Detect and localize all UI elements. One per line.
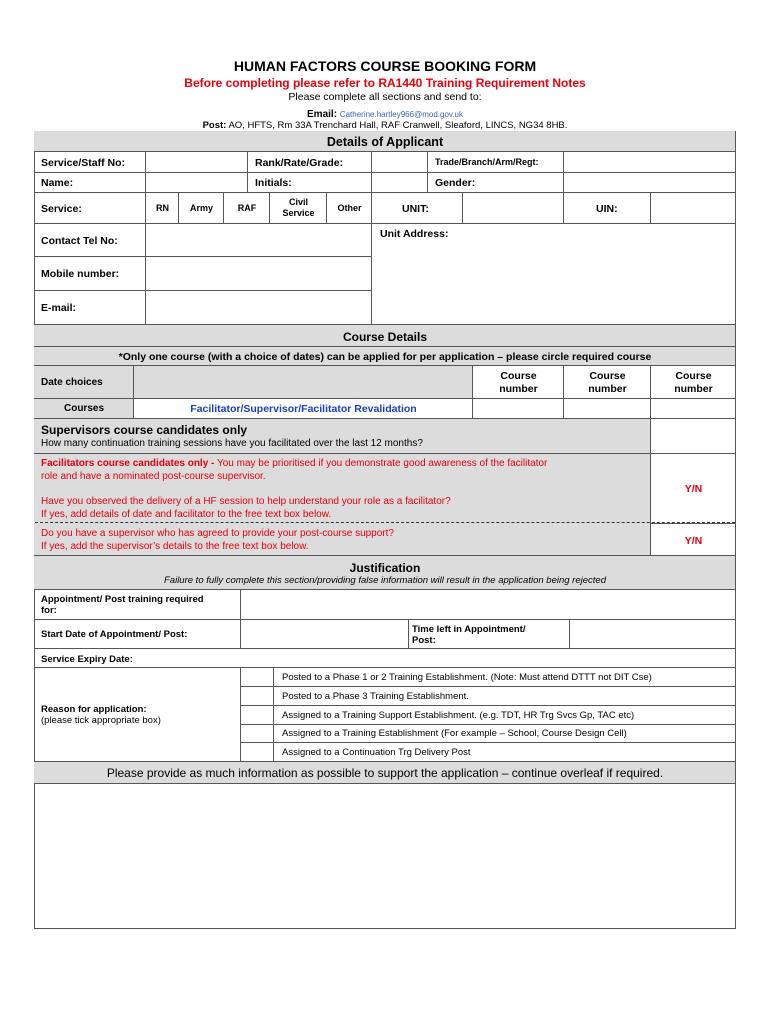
reason-option-2: Posted to a Phase 3 Training Establishment. <box>282 691 469 702</box>
service-expiry-label: Service Expiry Date: <box>41 654 133 665</box>
service-expiry-field[interactable] <box>34 649 736 668</box>
service-rn-label: RN <box>156 203 169 213</box>
rank-rate-grade-label: Rank/Rate/Grade: <box>255 157 344 169</box>
service-army-label: Army <box>189 203 213 213</box>
time-left-label-2: Post: <box>412 635 436 646</box>
free-text-prompt: Please provide as much information as possible to support the application – continue overleaf if required. <box>106 766 664 780</box>
email-line <box>0 109 770 120</box>
course-select-2[interactable] <box>564 399 651 419</box>
unit-label: UNIT: <box>402 203 429 215</box>
course-number-3-label-a: Course <box>675 370 712 382</box>
service-civil-label-2: Service <box>282 208 315 218</box>
supervisors-question: How many continuation training sessions have you facilitated over the last 12 months? <box>41 438 423 449</box>
service-raf-label: RAF <box>237 203 257 213</box>
date-choices-label: Date choices <box>41 377 103 388</box>
form-instruction: Please complete all sections and send to: <box>288 91 482 103</box>
courses-value: Facilitator/Supervisor/Facilitator Revalidation <box>190 403 417 415</box>
courses-label: Courses <box>63 403 104 414</box>
justification-title: Justification <box>349 561 421 575</box>
email-input-field[interactable] <box>146 291 372 325</box>
name-field[interactable] <box>146 173 248 193</box>
post-line <box>0 120 770 131</box>
name-label: Name: <box>41 177 74 189</box>
reason-checkbox-1[interactable] <box>241 668 274 687</box>
service-civil-label-1: Civil <box>288 197 308 207</box>
reason-checkbox-2[interactable] <box>241 687 274 706</box>
course-select-1[interactable] <box>473 399 564 419</box>
reason-sub-label: (please tick appropriate box) <box>41 715 161 726</box>
reason-option-4: Assigned to a Training Establishment (For example – School, Course Design Cell) <box>282 728 627 739</box>
date-choices-field[interactable] <box>134 366 473 399</box>
post-label: Post: <box>202 120 227 131</box>
uin-field[interactable] <box>651 193 736 224</box>
course-number-2-label-a: Course <box>589 370 626 382</box>
appointment-label-2: for: <box>41 605 57 616</box>
unit-address-label: Unit Address: <box>380 228 449 240</box>
course-number-2-label-b: number <box>588 383 627 395</box>
service-label: Service: <box>41 203 82 215</box>
mobile-field[interactable] <box>146 257 372 291</box>
uin-label: UIN: <box>596 203 618 215</box>
service-other-label: Other <box>337 203 362 213</box>
start-date-label: Start Date of Appointment/ Post: <box>41 629 188 640</box>
facilitators-title: Facilitators course candidates only - <box>41 458 215 469</box>
unit-field[interactable] <box>463 193 564 224</box>
supervisors-title: Supervisors course candidates only <box>41 423 248 437</box>
email-label: Email: <box>307 109 338 120</box>
course-number-1-label-a: Course <box>500 370 537 382</box>
reason-option-3: Assigned to a Training Support Establishment. (e.g. TDT, HR Trg Svcs Gp, TAC etc) <box>282 710 635 721</box>
facilitators-q2: If yes, add details of date and facilitator to the free text box below. <box>41 509 332 520</box>
gender-field[interactable] <box>564 173 736 193</box>
post-address: AO, HFTS, Rm 33A Trenchard Hall, RAF Cranwell, Sleaford, LINCS, NG34 8HB. <box>228 120 568 131</box>
reason-checkbox-3[interactable] <box>241 706 274 725</box>
supervisor-q2: If yes, add the supervisor’s details to the free text box below. <box>41 541 309 552</box>
supervisor-q1: Do you have a supervisor who has agreed to provide your post-course support? <box>41 528 394 539</box>
course-select-3[interactable] <box>651 399 736 419</box>
time-left-label-1: Time left in Appointment/ <box>412 624 526 635</box>
reason-option-1: Posted to a Phase 1 or 2 Training Establishment. (Note: Must attend DTTT not DIT Cse) <box>282 672 652 683</box>
mobile-label: Mobile number: <box>41 268 120 280</box>
trade-branch-field[interactable] <box>564 152 736 173</box>
service-staff-no-field[interactable] <box>146 152 248 173</box>
yn-label-2: Y/N <box>684 535 703 547</box>
applicant-section-title: Details of Applicant <box>326 135 444 149</box>
course-number-1-label-b: number <box>499 383 538 395</box>
facilitators-text-1: You may be prioritised if you demonstrate good awareness of the facilitator <box>214 458 548 469</box>
trade-branch-label: Trade/Branch/Arm/Regt: <box>435 157 539 167</box>
dashed-divider <box>35 522 735 523</box>
start-date-field[interactable] <box>241 620 409 649</box>
email-link[interactable]: Catherine.hartley966@mod.gov.uk <box>339 110 463 119</box>
service-staff-no-label: Service/Staff No: <box>41 157 126 169</box>
rank-rate-grade-field[interactable] <box>372 152 428 173</box>
facilitators-q1: Have you observed the delivery of a HF session to help understand your role as a facilitator? <box>41 496 451 507</box>
contact-tel-label: Contact Tel No: <box>41 235 118 247</box>
free-text-box[interactable] <box>34 784 736 929</box>
reason-checkbox-5[interactable] <box>241 743 274 762</box>
yn-label-1: Y/N <box>684 483 703 495</box>
reason-option-5: Assigned to a Continuation Trg Delivery Post <box>282 747 471 758</box>
course-number-3-label-b: number <box>674 383 713 395</box>
facilitators-text-2: role and have a nominated post-course supervisor. <box>41 471 266 482</box>
justification-warning: Failure to fully complete this section/providing false information will result in the application being rejected <box>164 575 606 586</box>
facilitators-line-1 <box>41 458 547 469</box>
appointment-field[interactable] <box>241 590 736 620</box>
time-left-field[interactable] <box>570 620 736 649</box>
contact-tel-field[interactable] <box>146 224 372 257</box>
form-subtitle: Before completing please refer to RA1440 Training Requirement Notes <box>184 76 586 90</box>
supervisors-answer-field[interactable] <box>651 419 736 454</box>
reason-checkbox-4[interactable] <box>241 725 274 743</box>
course-section-title: Course Details <box>342 330 428 344</box>
email-field-label: E-mail: <box>41 302 77 314</box>
gender-label: Gender: <box>435 177 476 189</box>
course-note: *Only one course (with a choice of dates) can be applied for per application – please circle required course <box>118 351 652 363</box>
initials-field[interactable] <box>372 173 428 193</box>
initials-label: Initials: <box>255 177 292 189</box>
reason-label: Reason for application: <box>41 704 147 715</box>
form-title: HUMAN FACTORS COURSE BOOKING FORM <box>233 58 537 74</box>
appointment-label-1: Appointment/ Post training required <box>41 594 204 605</box>
